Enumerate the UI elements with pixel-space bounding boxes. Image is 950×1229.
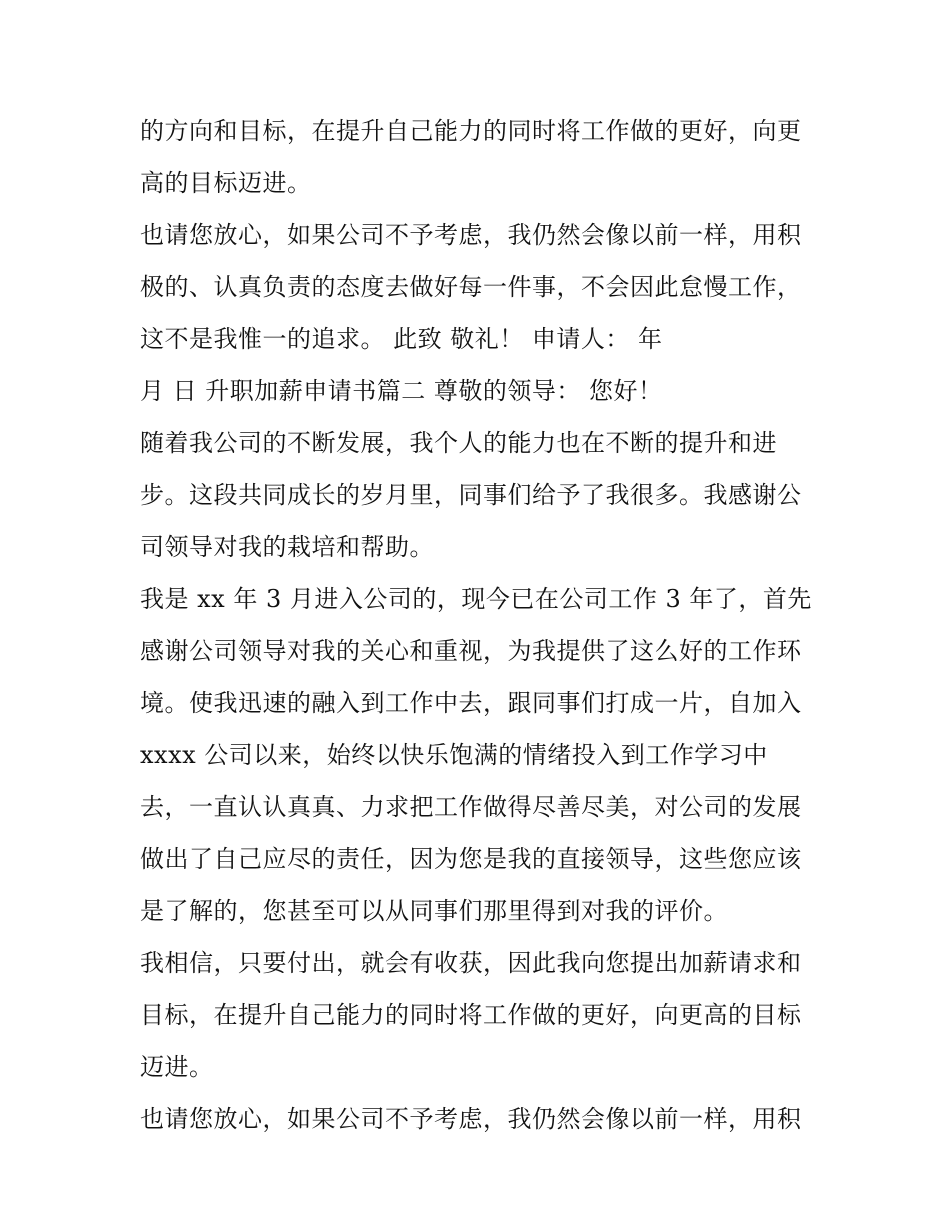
text-line: 也请您放心，如果公司不予考虑，我仍然会像以前一样，用积: [140, 1105, 802, 1133]
text-line: 月 日 升职加薪申请书篇二 尊敬的领导： 您好！: [140, 377, 663, 405]
text-line: 随着我公司的不断发展，我个人的能力也在不断的提升和进: [140, 429, 777, 457]
text-line: 也请您放心，如果公司不予考虑，我仍然会像以前一样，用积: [140, 221, 802, 249]
text-line: 去，一直认认真真、力求把工作做得尽善尽美，对公司的发展: [140, 793, 802, 821]
text-line: 是了解的，您甚至可以从同事们那里得到对我的评价。: [140, 897, 728, 925]
text-line: 司领导对我的栽培和帮助。: [140, 533, 434, 561]
text-line: 我相信，只要付出，就会有收获，因此我向您提出加薪请求和: [140, 949, 802, 977]
text-line: 这不是我惟一的追求。 此致 敬礼！ 申请人： 年: [140, 325, 663, 353]
text-line: 目标，在提升自己能力的同时将工作做的更好，向更高的目标: [140, 1001, 802, 1029]
text-line: 我是 xx 年 3 月进入公司的，现今已在公司工作 3 年了，首先: [140, 585, 812, 613]
text-line: 的方向和目标，在提升自己能力的同时将工作做的更好，向更: [140, 117, 802, 145]
text-line: 感谢公司领导对我的关心和重视，为我提供了这么好的工作环: [140, 637, 802, 665]
text-line: xxxx 公司以来，始终以快乐饱满的情绪投入到工作学习中: [140, 741, 768, 769]
text-line: 境。使我迅速的融入到工作中去，跟同事们打成一片，自加入: [140, 689, 802, 717]
document-body: [140, 105, 830, 1145]
text-line: 高的目标迈进。: [140, 169, 312, 197]
text-line: 极的、认真负责的态度去做好每一件事，不会因此怠慢工作，: [140, 273, 802, 301]
text-line: 迈进。: [140, 1053, 214, 1081]
text-line: 步。这段共同成长的岁月里，同事们给予了我很多。我感谢公: [140, 481, 802, 509]
text-line: 做出了自己应尽的责任，因为您是我的直接领导，这些您应该: [140, 845, 802, 873]
